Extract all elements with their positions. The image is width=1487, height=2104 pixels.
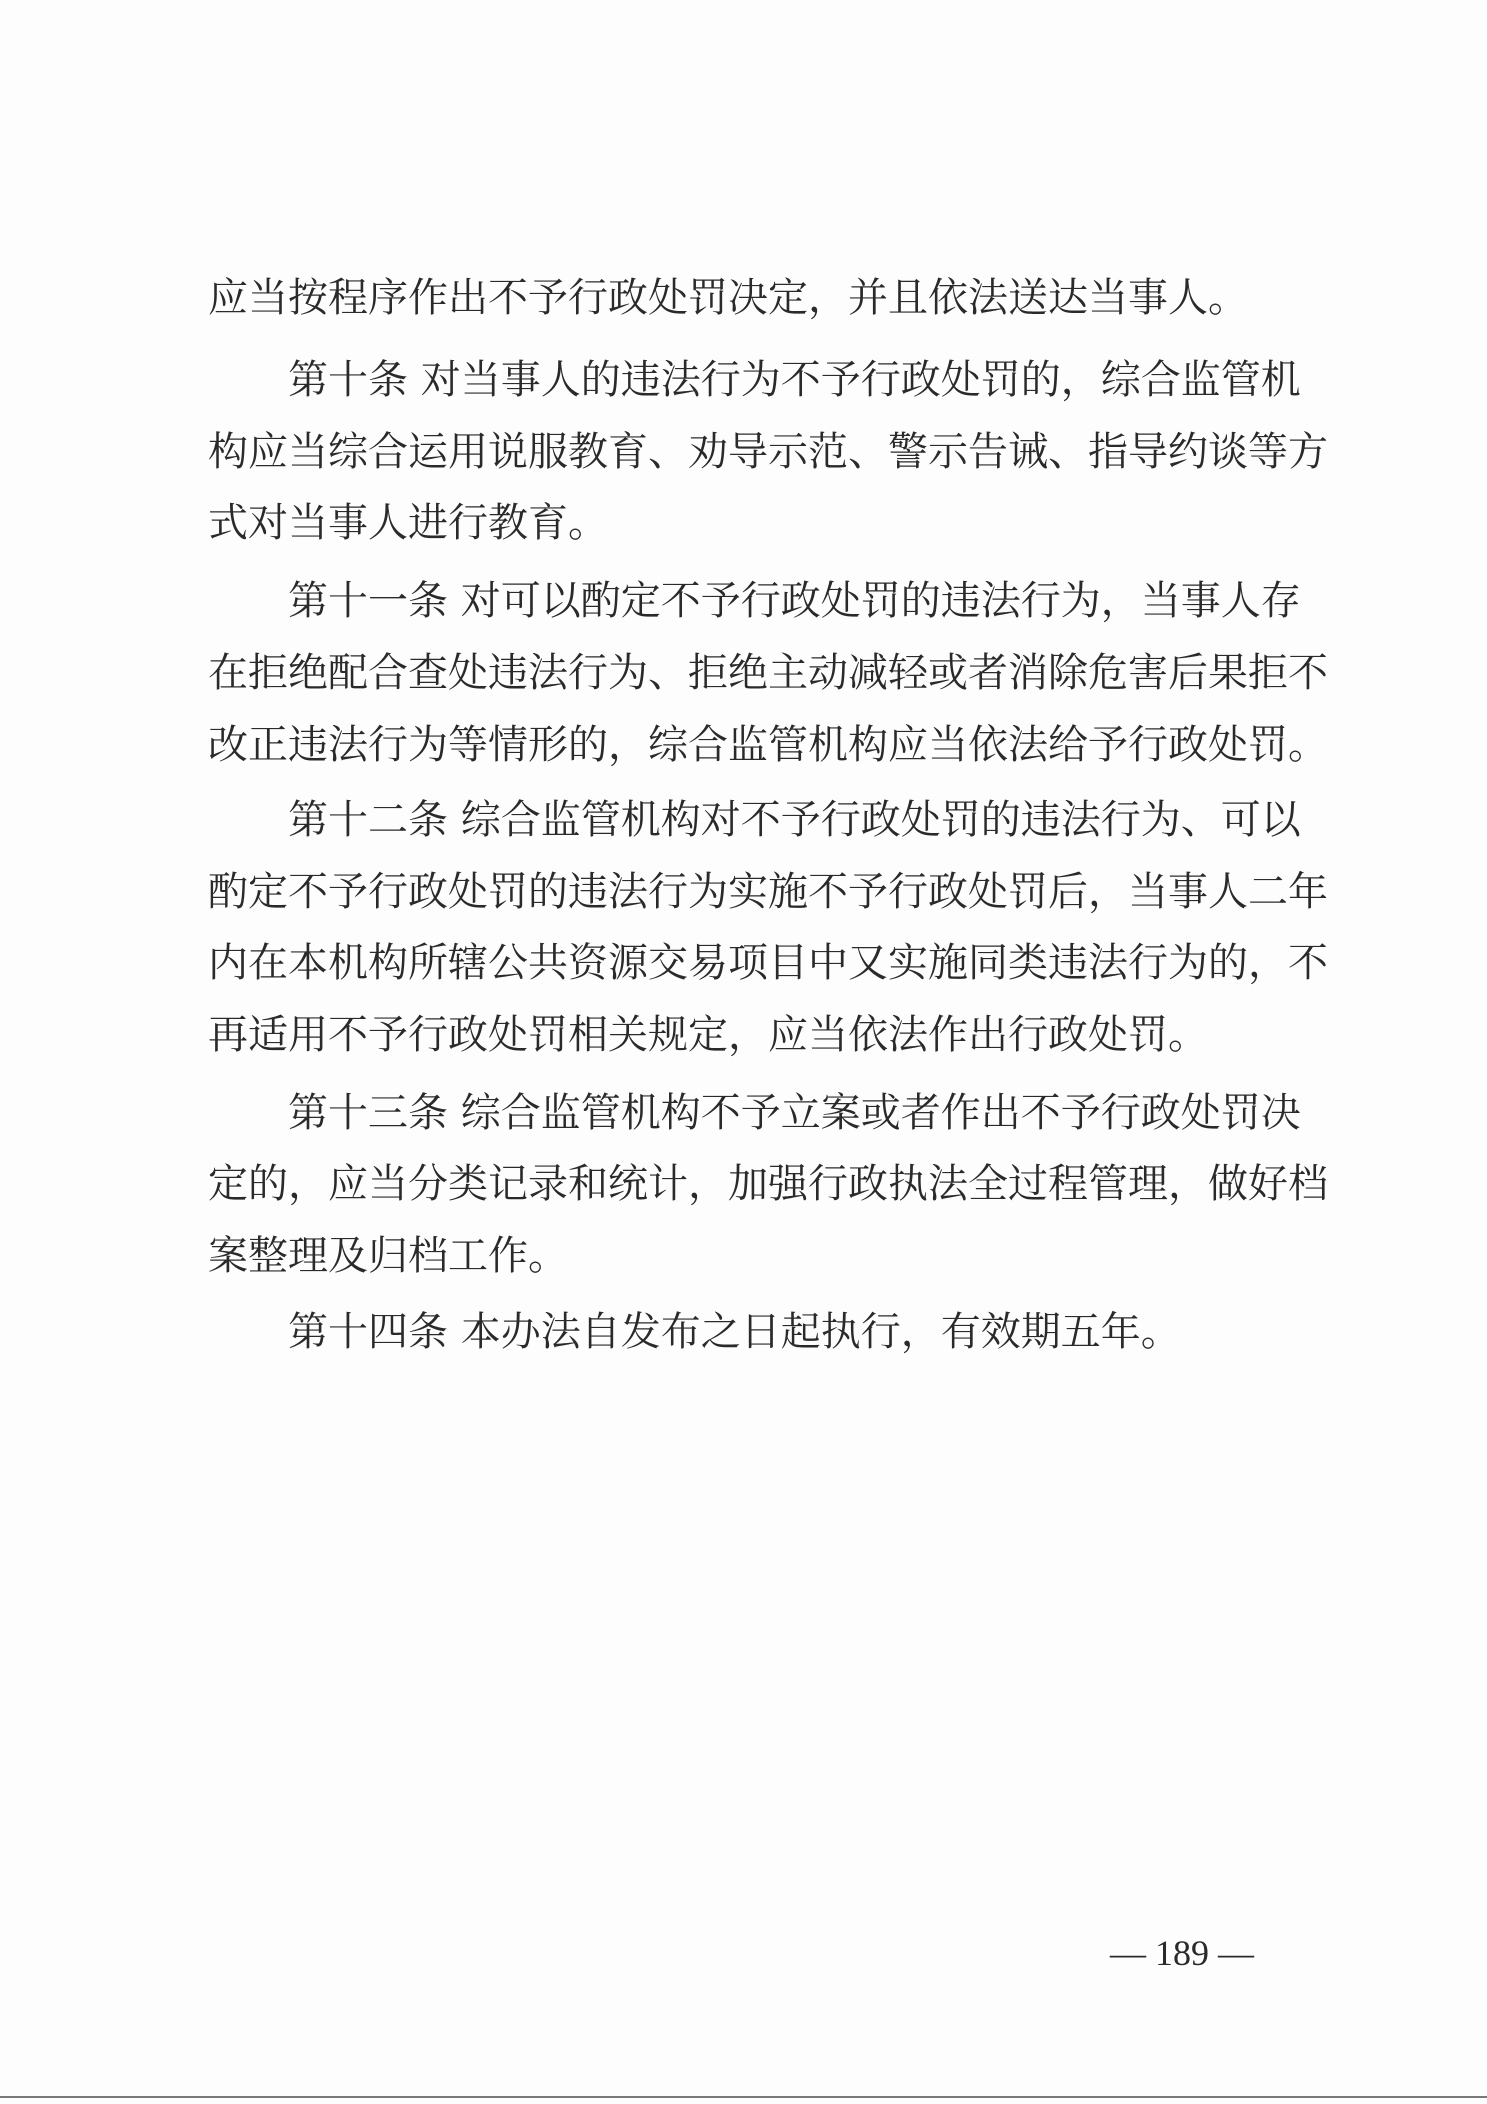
- scan-edge-divider: [0, 2096, 1487, 2098]
- text-line: 内在本机构所辖公共资源交易项目中又实施同类违法行为的，不: [208, 940, 1328, 986]
- text-line: 应当按程序作出不予行政处罚决定，并且依法送达当事人。: [208, 275, 1248, 321]
- text-line: 酌定不予行政处罚的违法行为实施不予行政处罚后，当事人二年: [208, 869, 1328, 915]
- article-11-line: 第十一条 对可以酌定不予行政处罚的违法行为，当事人存: [288, 578, 1301, 624]
- text-line: 构应当综合运用说服教育、劝导示范、警示告诫、指导约谈等方: [208, 429, 1328, 475]
- text-line: 定的，应当分类记录和统计，加强行政执法全过程管理，做好档: [208, 1161, 1328, 1207]
- text-line: 式对当事人进行教育。: [208, 500, 608, 546]
- article-13-line: 第十三条 综合监管机构不予立案或者作出不予行政处罚决: [288, 1090, 1301, 1136]
- article-10-line: 第十条 对当事人的违法行为不予行政处罚的，综合监管机: [288, 357, 1301, 403]
- article-14-line: 第十四条 本办法自发布之日起执行，有效期五年。: [288, 1309, 1181, 1355]
- page-number: — 189 —: [1110, 1933, 1254, 1973]
- text-line: 在拒绝配合查处违法行为、拒绝主动减轻或者消除危害后果拒不: [208, 650, 1328, 696]
- text-line: 再适用不予行政处罚相关规定，应当依法作出行政处罚。: [208, 1012, 1208, 1058]
- text-line: 案整理及归档工作。: [208, 1233, 568, 1279]
- article-12-line: 第十二条 综合监管机构对不予行政处罚的违法行为、可以: [288, 797, 1301, 843]
- text-line: 改正违法行为等情形的，综合监管机构应当依法给予行政处罚。: [208, 722, 1328, 768]
